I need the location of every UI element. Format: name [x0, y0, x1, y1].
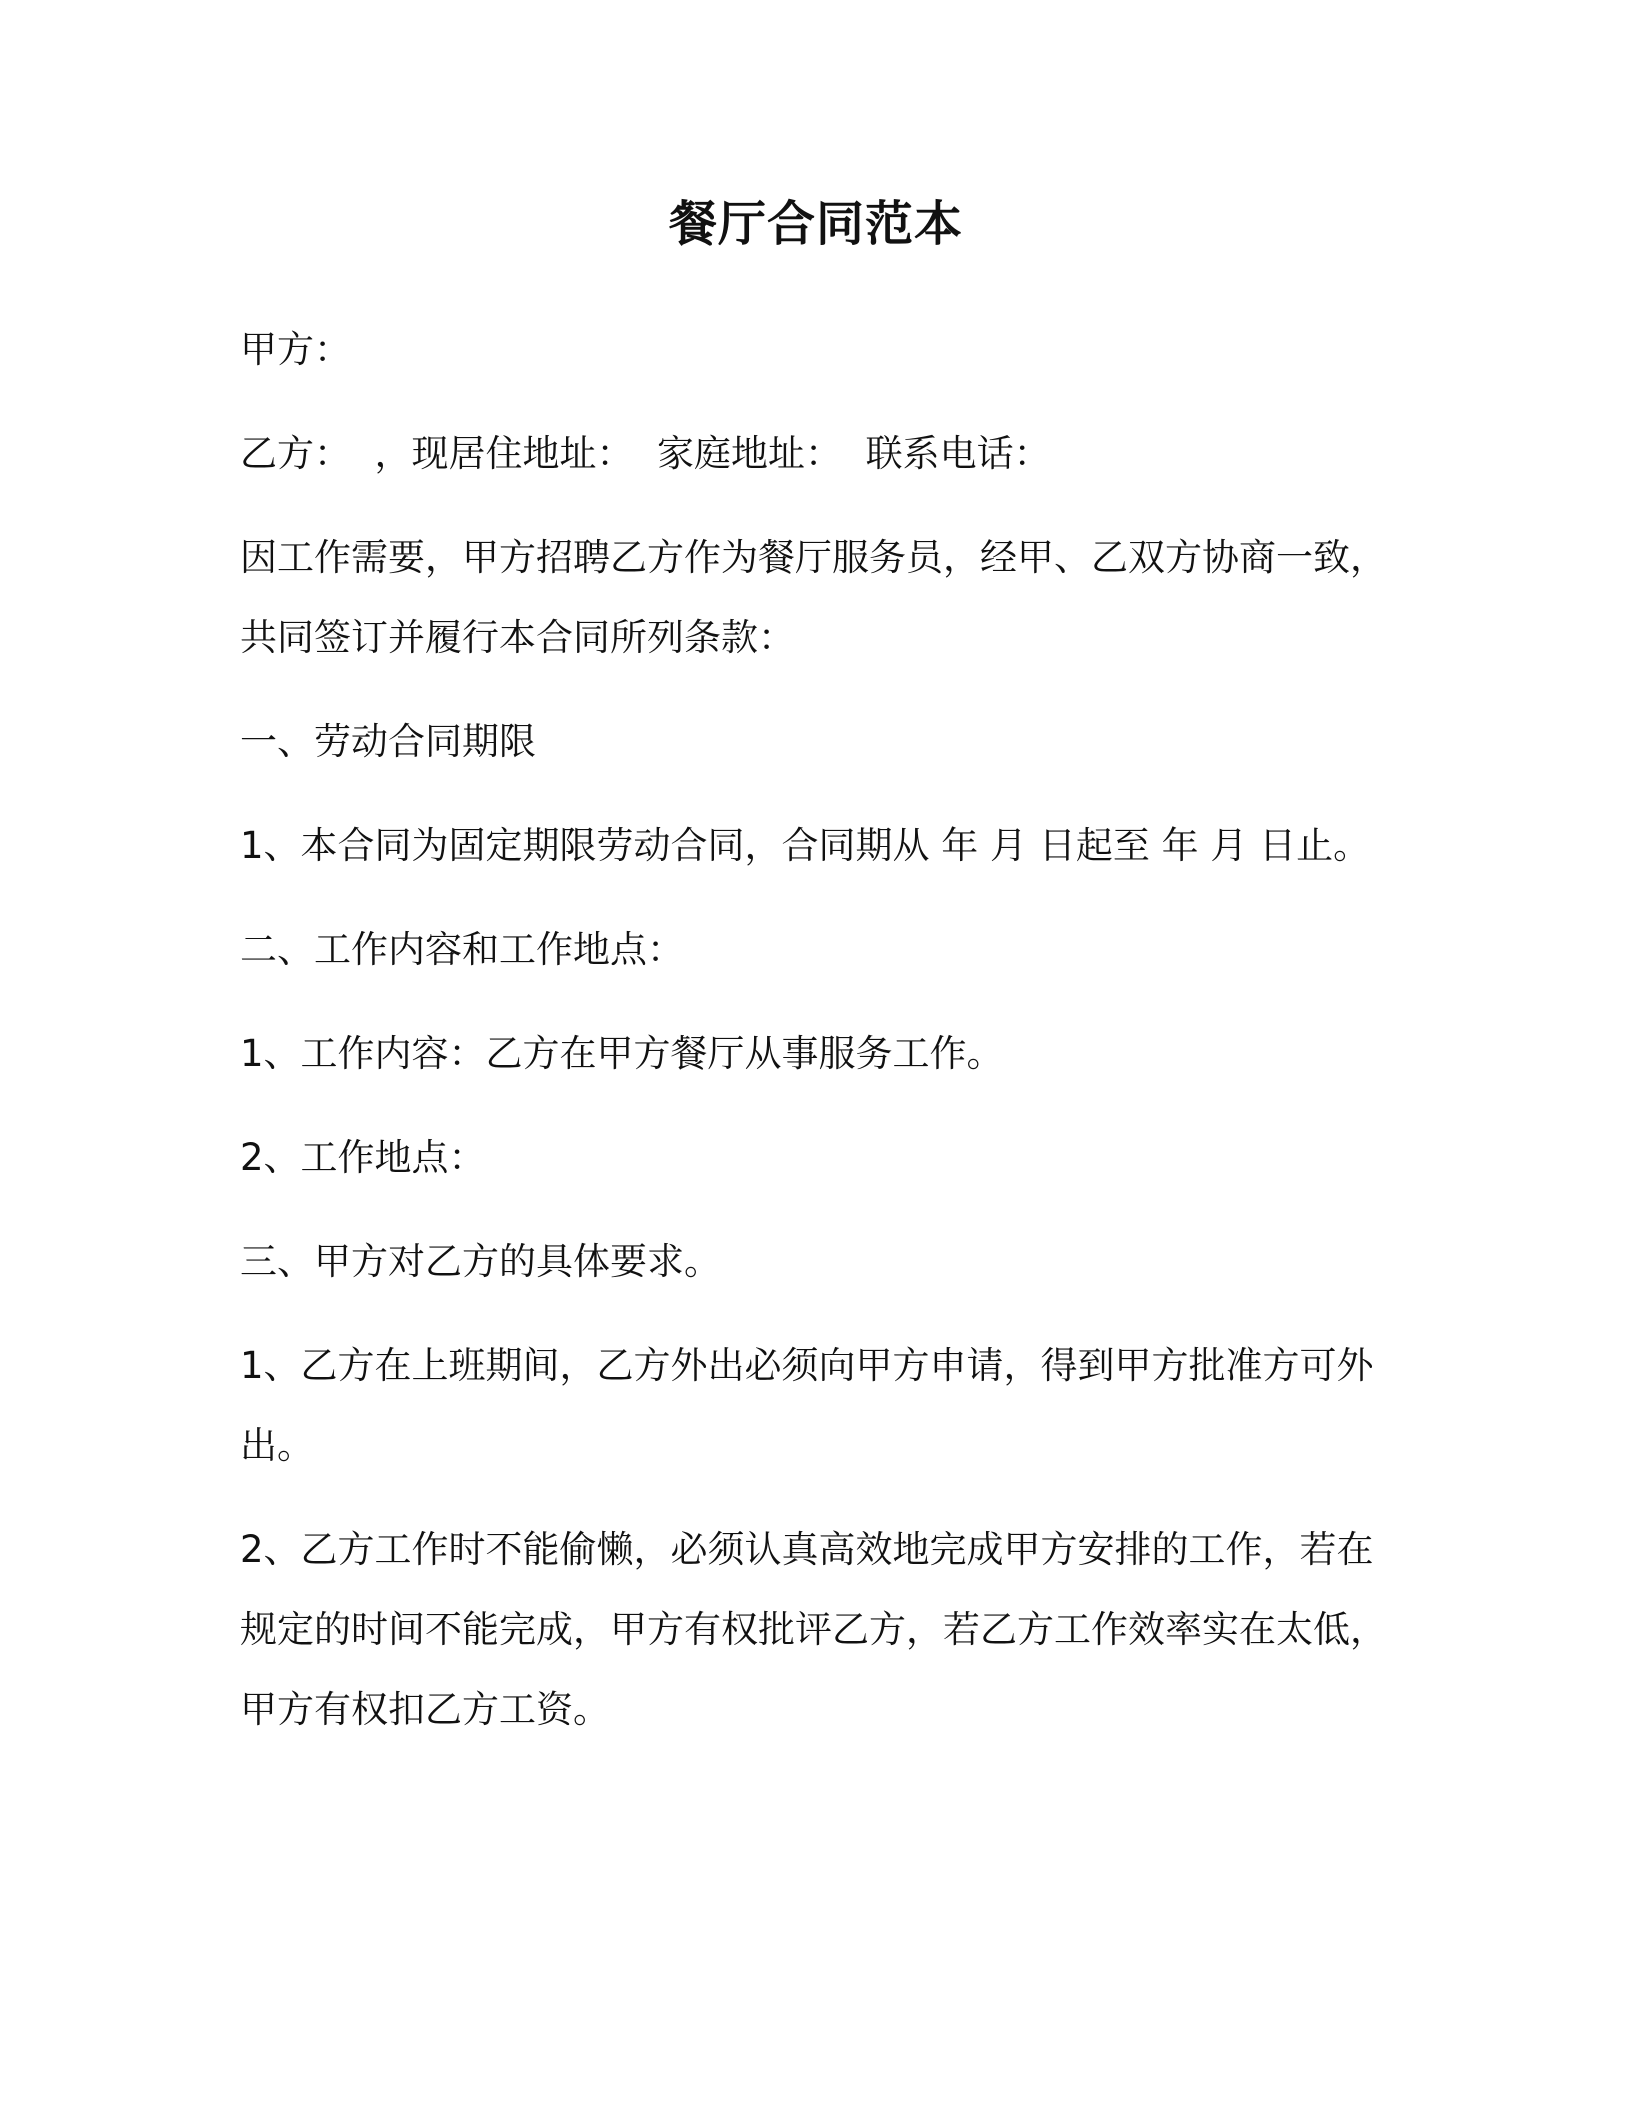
section-heading-requirements: 三、甲方对乙方的具体要求。	[240, 1240, 721, 1283]
requirement-clause-1: 1、乙方在上班期间，乙方外出必须向甲方申请，得到甲方批准方可外出。	[240, 1344, 1374, 1467]
section-heading-term: 一、劳动合同期限	[240, 720, 536, 763]
party-b-line: 乙方： ，现居住地址： 家庭地址： 联系电话：	[240, 432, 1051, 475]
requirement-clause-2: 2、乙方工作时不能偷懒，必须认真高效地完成甲方安排的工作，若在规定的时间不能完成，甲方有权批评乙方，若乙方工作效率实在太低，甲方有权扣乙方工资。	[240, 1528, 1387, 1731]
document-title: 餐厅合同范本	[668, 196, 963, 252]
term-clause-1: 1、本合同为固定期限劳动合同，合同期从 年 月 日起至 年 月 日止。	[240, 824, 1371, 867]
preamble-paragraph: 因工作需要，甲方招聘乙方作为餐厅服务员，经甲、乙双方协商一致，共同签订并履行本合同所列条款：	[240, 536, 1387, 659]
section-heading-work: 二、工作内容和工作地点：	[240, 928, 684, 971]
work-clause-1: 1、工作内容：乙方在甲方餐厅从事服务工作。	[240, 1032, 1004, 1075]
document-body	[240, 310, 1390, 1750]
work-clause-2: 2、工作地点：	[240, 1136, 486, 1179]
party-a-line: 甲方：	[240, 328, 351, 371]
